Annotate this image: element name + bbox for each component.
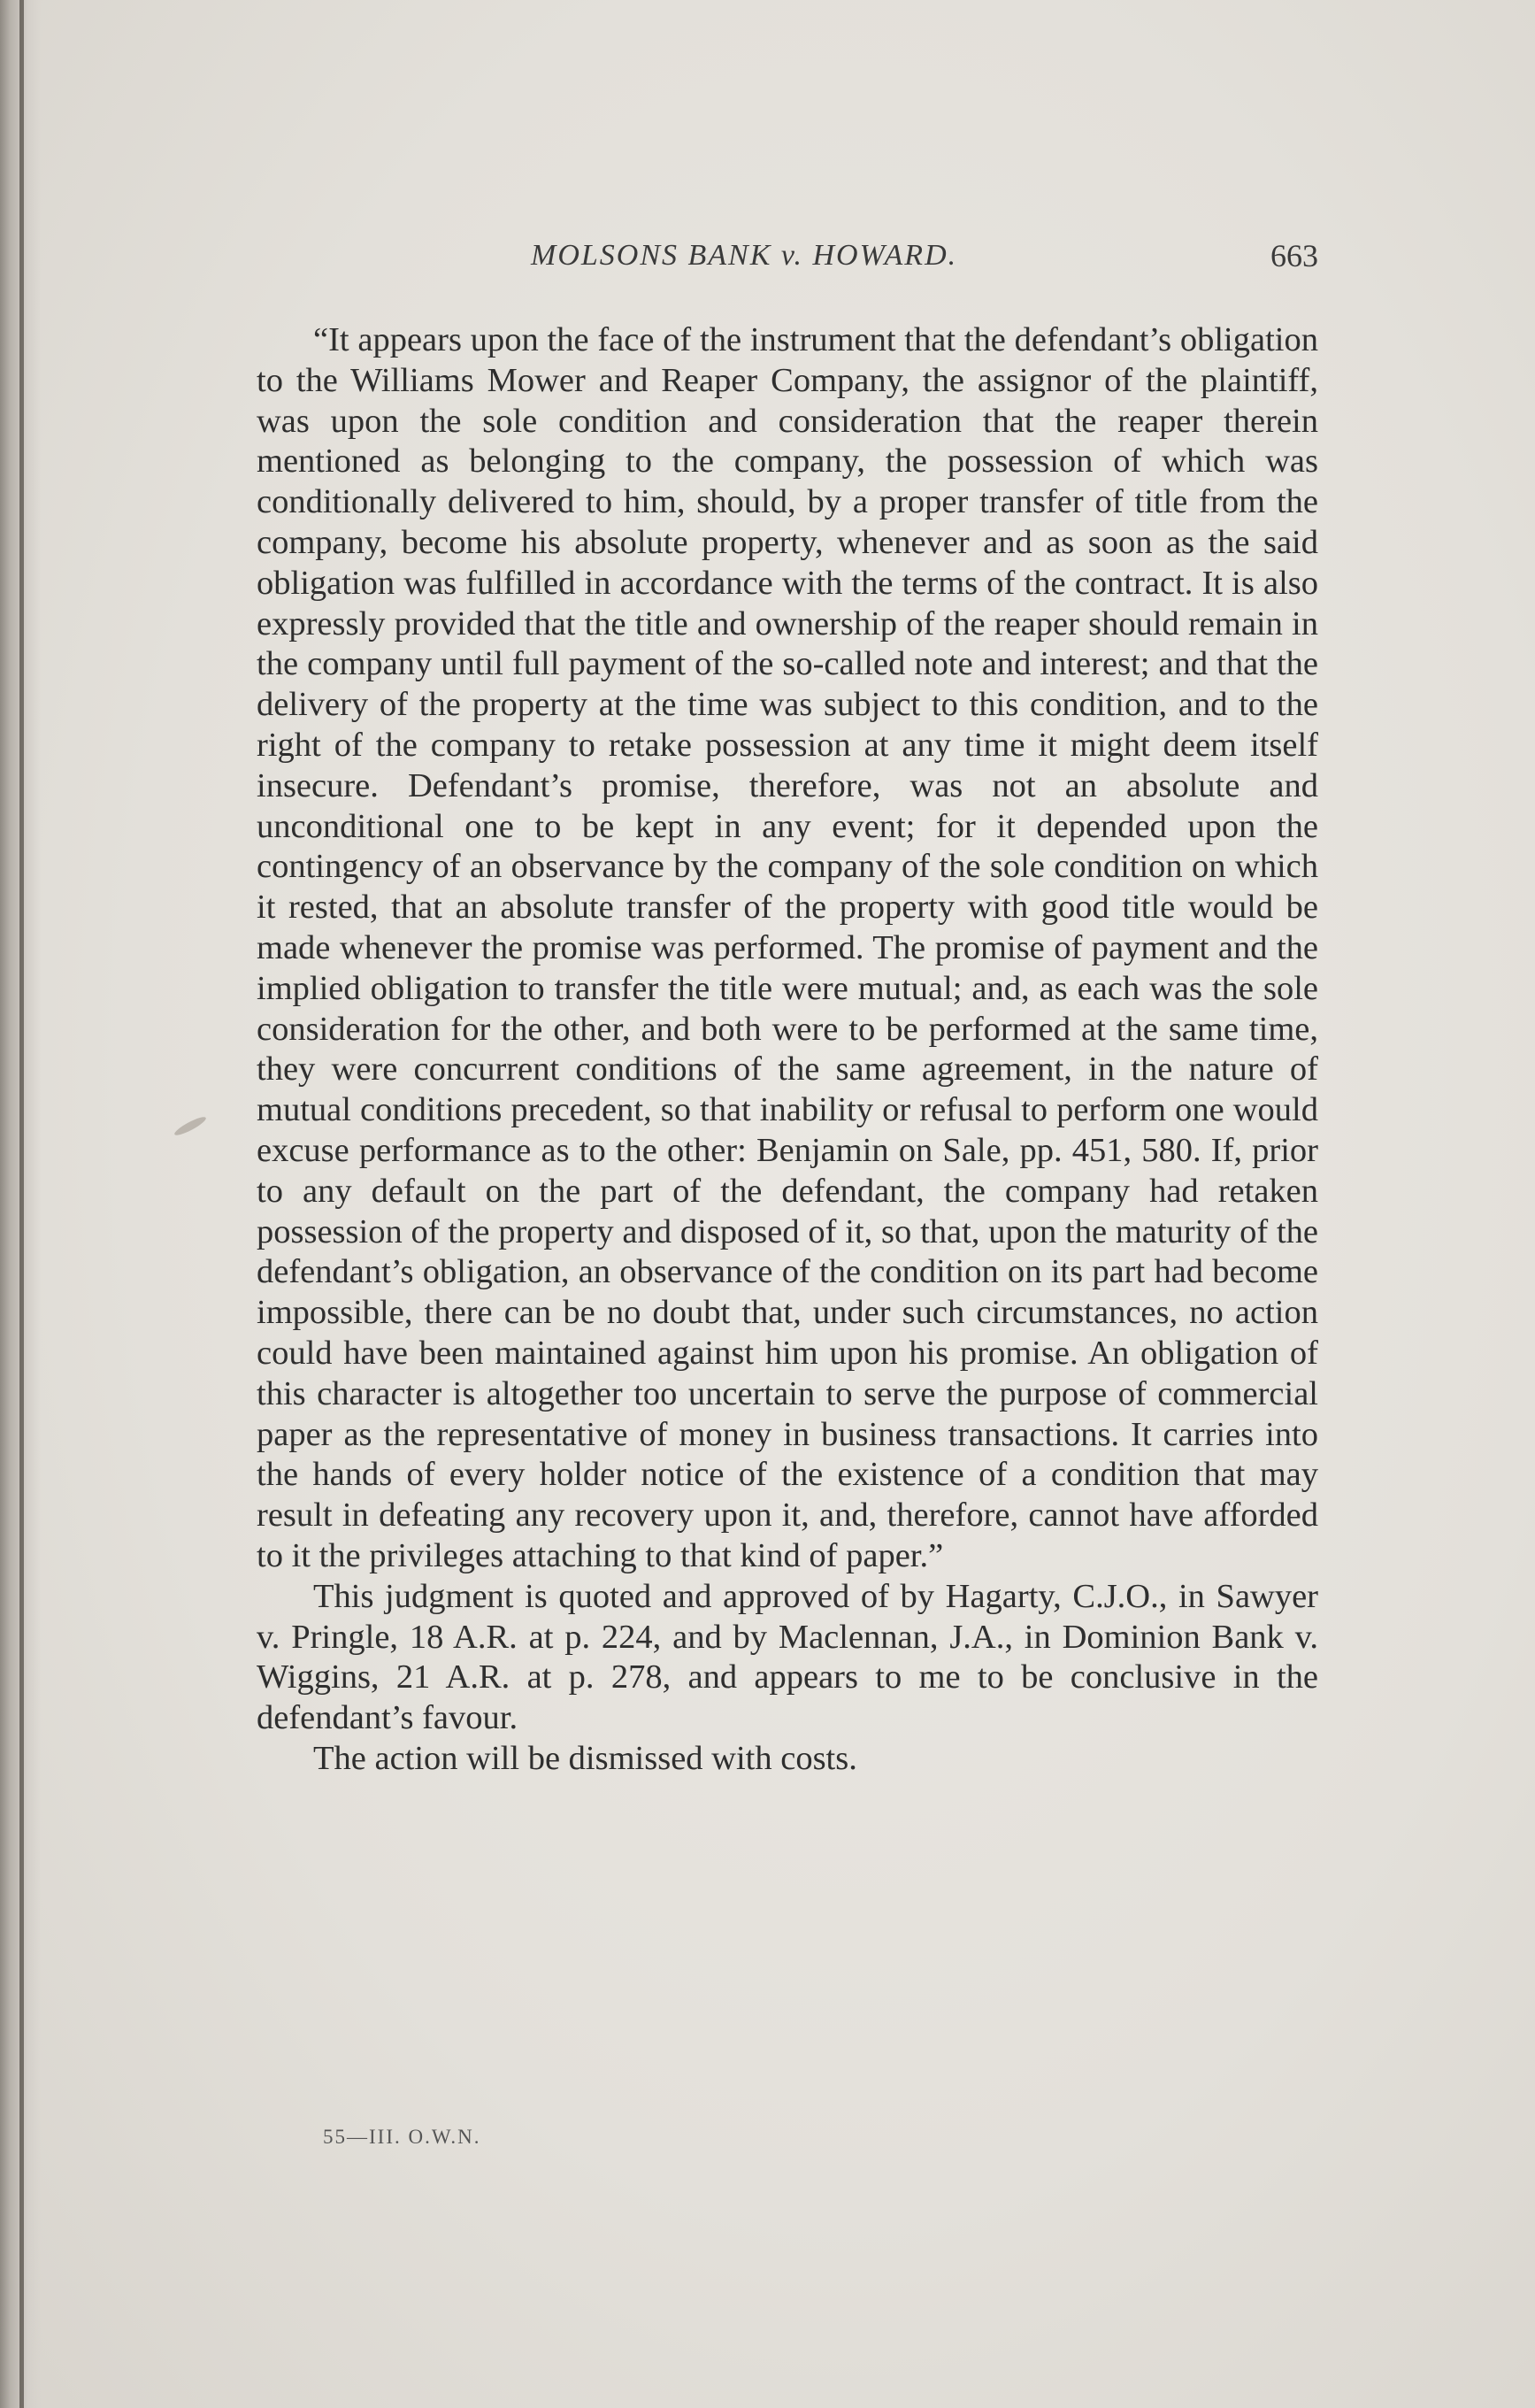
margin-mark bbox=[173, 1114, 208, 1138]
printer-signature: 55—III. O.W.N. bbox=[323, 2126, 481, 2148]
body-text bbox=[257, 320, 1318, 1780]
running-head: MOLSONS BANK v. HOWARD. bbox=[531, 239, 958, 272]
judgment-approval-paragraph: This judgment is quoted and approved of by Hagarty, C.J.O., in Sawyer v. Pringle, 18 A.R. at p. 224, and by Maclennan, J.A., in Dominion Bank v. Wiggins, 21 A.R. at p. 278, and appears to me to be conclusive in the defendant’s favour. bbox=[257, 1577, 1318, 1737]
quoted-judgment-paragraph: “It appears upon the face of the instrument that the defendant’s obligation to the Williams Mower and Reaper Company, the assignor of the plaintiff, was upon the sole condition and consideration that the reaper therein mentioned as belonging to the company, the possession of which was conditionally delivered to him, should, by a proper transfer of title from the company, become his absolute property, whenever and as soon as the said obligation was fulfilled in accordance with the terms of the contract. It is also expressly provided that the title and ownership of the reaper should remain in the company until full payment of the so-called note and interest; and that the delivery of the property at the time was subject to this condition, and to the right of the company to retake possession at any time it might deem itself insecure. Defendant’s promise, therefore, was not an absolute and unconditional one to be kept in any event; for it depended upon the contingency of an observance by the company of the sole condition on which it rested, that an absolute transfer of the property with good title would be made whenever the promise was performed. The promise of payment and the implied obligation to transfer the title were mutual; and, as each was the sole consideration for the other, and both were to be performed at the same time, they were concurrent conditions of the same agreement, in the nature of mutual conditions precedent, so that inability or refusal to perform one would excuse performance as to the other: Benjamin on Sale, pp. 451, 580. If, prior to any default on the part of the defendant, the company had retaken possession of the property and disposed of it, so that, upon the maturity of the defendant’s obligation, an observance of the condition on its part had become impossible, there can be no doubt that, under such circumstances, no action could have been maintained against him upon his promise. An obligation of this character is altogether too uncertain to serve the purpose of commercial paper as the representative of money in business transactions. It carries into the hands of every holder notice of the existence of a condition that may result in defeating any recovery upon it, and, therefore, cannot have afforded to it the privileges attaching to that kind of paper.” bbox=[257, 321, 1318, 1574]
page-header bbox=[531, 239, 1318, 283]
disposition-paragraph: The action will be dismissed with costs. bbox=[313, 1739, 857, 1777]
page-number: 663 bbox=[1270, 238, 1318, 273]
binding-line bbox=[19, 0, 24, 2408]
